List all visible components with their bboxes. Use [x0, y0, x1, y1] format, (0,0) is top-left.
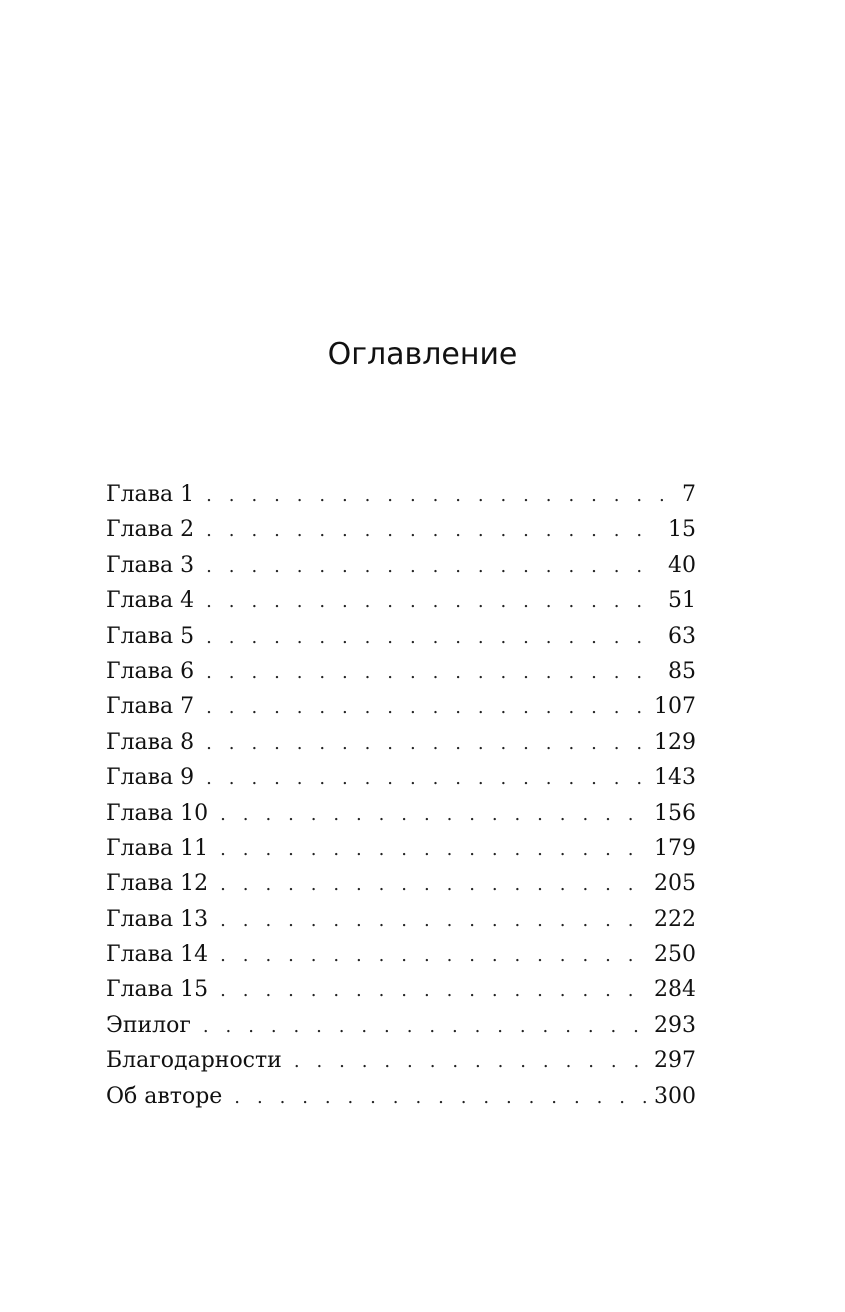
toc-entry-page-number: 222	[654, 906, 696, 932]
dot-leader	[206, 655, 660, 690]
toc-entry-chapter-9	[106, 760, 696, 795]
toc-entry-chapter-14	[106, 937, 696, 972]
toc-entry-label: Глава 7	[106, 694, 195, 720]
dot-leader	[206, 761, 646, 796]
toc-entry-page-number: 7	[682, 482, 696, 507]
page-title: Оглавление	[327, 337, 518, 372]
toc-entry-chapter-3	[106, 548, 696, 583]
toc-entry-chapter-13	[106, 902, 696, 937]
dot-leader	[206, 690, 646, 725]
toc-entry-label: Глава 5	[106, 623, 195, 649]
toc-entry-epilogue	[106, 1008, 696, 1043]
toc-entry-chapter-10	[106, 796, 696, 831]
toc-entry-page-number: 51	[668, 588, 696, 614]
dot-leader	[220, 832, 646, 867]
toc-entry-chapter-12	[106, 866, 696, 901]
toc-entry-label: Глава 9	[106, 765, 195, 791]
toc-entry-page-number: 143	[654, 765, 696, 791]
dot-leader	[220, 797, 646, 832]
toc-entry-chapter-5	[106, 619, 696, 654]
toc-entry-label: Глава 14	[106, 942, 209, 968]
toc-entry-label: Глава 1	[106, 482, 195, 507]
dot-leader	[206, 478, 674, 513]
toc-entry-label: Благодарности	[106, 1048, 282, 1074]
toc-entry-label: Глава 12	[106, 871, 209, 897]
toc-entry-page-number: 107	[654, 694, 696, 720]
dot-leader	[206, 584, 660, 619]
toc-entry-page-number: 293	[654, 1012, 696, 1038]
toc-entry-label: Глава 2	[106, 517, 195, 543]
toc-entry-label: Глава 6	[106, 658, 195, 684]
dot-leader	[220, 903, 646, 938]
dot-leader	[220, 867, 646, 902]
toc-entry-page-number: 85	[668, 658, 696, 684]
toc-entry-label: Эпилог	[106, 1012, 191, 1038]
toc-entry-label: Об авторе	[106, 1083, 223, 1109]
dot-leader	[220, 973, 646, 1008]
toc-entry-acknowledgements	[106, 1043, 696, 1078]
toc-entry-label: Глава 8	[106, 729, 195, 755]
toc-entry-page-number: 63	[668, 623, 696, 649]
toc-entry-page-number: 297	[654, 1048, 696, 1074]
toc-entry-page-number: 205	[654, 871, 696, 897]
toc-entry-page-number: 250	[654, 942, 696, 968]
dot-leader	[206, 620, 660, 655]
toc-entry-label: Глава 4	[106, 588, 195, 614]
toc-entry-chapter-2	[106, 512, 696, 547]
dot-leader	[206, 726, 646, 761]
toc-entry-label: Глава 10	[106, 800, 209, 826]
toc-entry-chapter-8	[106, 725, 696, 760]
table-of-contents	[106, 477, 696, 1114]
dot-leader	[220, 938, 646, 973]
toc-entry-label: Глава 13	[106, 906, 209, 932]
toc-entry-page-number: 179	[654, 835, 696, 861]
toc-entry-page-number: 156	[654, 800, 696, 826]
toc-entry-page-number: 40	[668, 552, 696, 578]
toc-entry-page-number: 300	[654, 1083, 696, 1109]
toc-entry-label: Глава 15	[106, 977, 209, 1003]
toc-entry-page-number: 129	[654, 729, 696, 755]
toc-entry-about-author	[106, 1079, 696, 1114]
toc-entry-chapter-11	[106, 831, 696, 866]
toc-entry-chapter-7	[106, 689, 696, 724]
dot-leader	[234, 1080, 646, 1115]
toc-entry-page-number: 15	[668, 517, 696, 543]
toc-entry-chapter-1	[106, 477, 696, 512]
dot-leader	[294, 1044, 646, 1079]
toc-entry-page-number: 284	[654, 977, 696, 1003]
toc-entry-label: Глава 11	[106, 835, 209, 861]
toc-entry-chapter-6	[106, 654, 696, 689]
dot-leader	[206, 549, 660, 584]
toc-entry-chapter-4	[106, 583, 696, 618]
toc-entry-label: Глава 3	[106, 552, 195, 578]
dot-leader	[203, 1009, 646, 1044]
toc-entry-chapter-15	[106, 972, 696, 1007]
dot-leader	[206, 513, 660, 548]
